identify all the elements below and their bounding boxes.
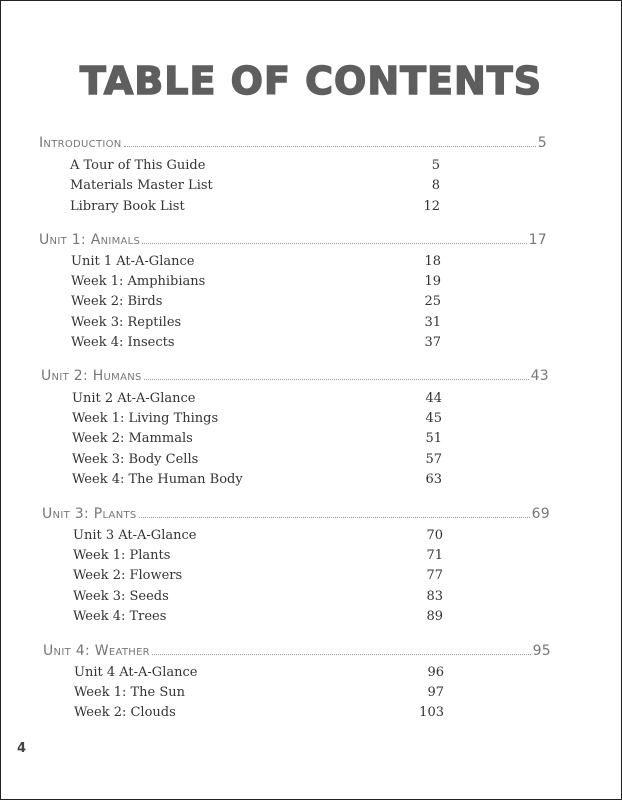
section-heading-introduction (39, 135, 547, 151)
toc-entry (72, 472, 442, 492)
toc-entry (70, 199, 440, 219)
toc-entry-page: 5 (431, 158, 440, 173)
section-page-number: 5 (537, 135, 547, 151)
toc-entry-label: Week 1: Amphibians (71, 274, 206, 289)
section-heading-unit-4 (43, 643, 551, 659)
section-page-number: 43 (530, 368, 549, 384)
section-heading-label: Unit 4: Weather (43, 643, 150, 659)
toc-entry (73, 589, 443, 609)
toc-entry-page: 70 (426, 528, 443, 543)
section-heading-unit-3 (42, 506, 550, 522)
toc-entry-page: 31 (424, 315, 441, 330)
toc-entry (73, 528, 443, 548)
toc-entry (73, 609, 443, 629)
toc-entry-label: Unit 4 At-A-Glance (74, 665, 198, 680)
toc-entry-label: Week 1: Plants (73, 548, 171, 563)
toc-entry-page: 83 (426, 589, 443, 604)
toc-entry (74, 685, 444, 705)
toc-entry-label: Week 4: Trees (73, 609, 167, 624)
toc-entry-label: Materials Master List (70, 178, 213, 193)
toc-entry (71, 274, 441, 294)
leader-dots (144, 378, 529, 380)
toc-entry (73, 568, 443, 588)
toc-entry-label: Week 2: Mammals (72, 431, 193, 446)
toc-entry (74, 665, 444, 685)
toc-entry-label: Week 4: The Human Body (72, 472, 243, 487)
toc-entry (74, 705, 444, 725)
toc-entry-page: 44 (425, 391, 442, 406)
toc-entry (71, 254, 441, 274)
toc-entry-label: Week 4: Insects (71, 335, 175, 350)
toc-entry (72, 411, 442, 431)
section-page-number: 95 (532, 643, 551, 659)
toc-entry-label: A Tour of This Guide (70, 158, 206, 173)
toc-entry-page: 45 (425, 411, 442, 426)
toc-entry-label: Week 2: Clouds (74, 705, 176, 720)
toc-entry-page: 25 (424, 294, 441, 309)
toc-entry (70, 178, 440, 198)
section-heading-label: Unit 2: Humans (41, 368, 142, 384)
toc-entry-page: 103 (419, 705, 444, 720)
toc-entry (70, 158, 440, 178)
toc-entry (72, 431, 442, 451)
toc-entry (72, 391, 442, 411)
leader-dots (142, 242, 526, 244)
page-number: 4 (17, 741, 27, 756)
toc-entry-label: Week 3: Body Cells (72, 452, 199, 467)
section-heading-label: Introduction (39, 135, 122, 151)
toc-entry-page: 19 (424, 274, 441, 289)
section-heading-label: Unit 3: Plants (42, 506, 137, 522)
section-page-number: 69 (531, 506, 550, 522)
leader-dots (152, 653, 531, 655)
toc-entry-label: Week 1: The Sun (74, 685, 186, 700)
toc-entry-page: 96 (427, 665, 444, 680)
toc-entry (73, 548, 443, 568)
toc-entry (71, 335, 441, 355)
page-title: TABLE OF CONTENTS (79, 59, 543, 103)
toc-entry-page: 71 (426, 548, 443, 563)
leader-dots (124, 145, 536, 147)
leader-dots (139, 516, 530, 518)
toc-entry-label: Week 3: Seeds (73, 589, 169, 604)
toc-entry-label: Unit 3 At-A-Glance (73, 528, 197, 543)
toc-entry (71, 315, 441, 335)
toc-entry-page: 63 (425, 472, 442, 487)
section-page-number: 17 (528, 232, 547, 248)
toc-entry-page: 77 (426, 568, 443, 583)
toc-entry-label: Unit 2 At-A-Glance (72, 391, 196, 406)
toc-entry-label: Week 2: Flowers (73, 568, 183, 583)
toc-entry-page: 37 (424, 335, 441, 350)
toc-entry (72, 452, 442, 472)
toc-entry-label: Week 3: Reptiles (71, 315, 182, 330)
section-heading-label: Unit 1: Animals (39, 232, 141, 248)
toc-entry-label: Week 2: Birds (71, 294, 163, 309)
toc-entry-page: 51 (425, 431, 442, 446)
toc-entry-page: 57 (425, 452, 442, 467)
section-heading-unit-1 (39, 232, 547, 248)
toc-entry-label: Unit 1 At-A-Glance (71, 254, 195, 269)
toc-entry-page: 8 (431, 178, 440, 193)
toc-entry-page: 89 (426, 609, 443, 624)
toc-entry (71, 294, 441, 314)
toc-entry-label: Library Book List (70, 199, 185, 214)
toc-entry-page: 97 (427, 685, 444, 700)
toc-entry-page: 12 (423, 199, 440, 214)
section-heading-unit-2 (41, 368, 549, 384)
toc-entry-label: Week 1: Living Things (72, 411, 219, 426)
toc-entry-page: 18 (424, 254, 441, 269)
